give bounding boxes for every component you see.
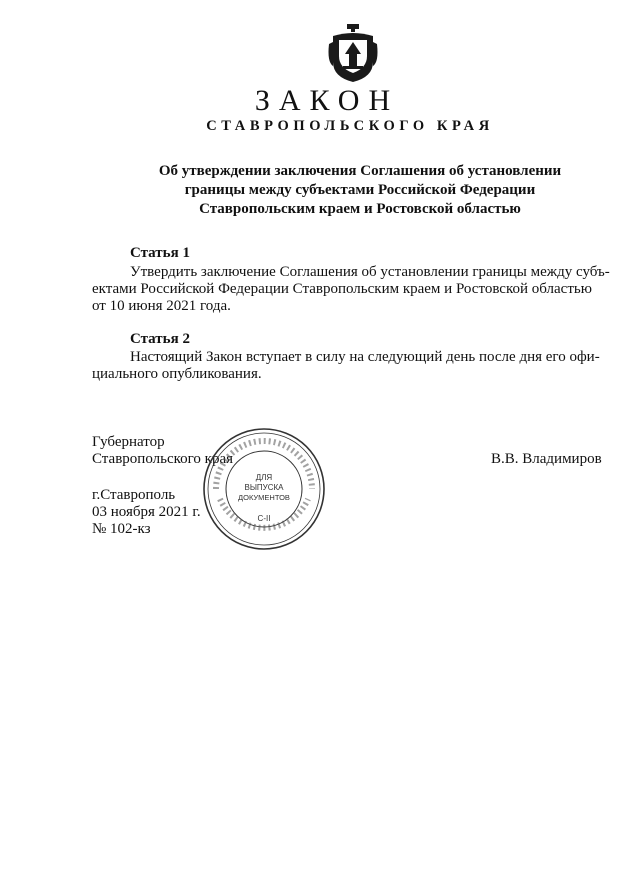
- article-line: ектами Российской Федерации Ставропольским краем и Ростовской областью: [92, 281, 592, 297]
- article-line: Настоящий Закон вступает в силу на следующий день после дня его офи-: [130, 349, 600, 365]
- heading-line: Об утверждении заключения Соглашения об установлении: [158, 163, 562, 179]
- stamp-text: ДОКУМЕНТОВ: [238, 493, 290, 502]
- law-number: № 102-кз: [92, 521, 151, 537]
- stamp-code: С-II: [257, 514, 271, 523]
- heading-line: Ставропольским краем и Ростовской областью: [199, 201, 521, 217]
- region-subtitle: СТАВРОПОЛЬСКОГО КРАЯ: [206, 118, 494, 134]
- document-type-title: ЗАКОН: [254, 84, 400, 117]
- issue-city: г.Ставрополь: [92, 487, 176, 503]
- article-2-title: Статья 2: [130, 331, 190, 347]
- issue-date: 03 ноября 2021 г.: [92, 504, 201, 520]
- coat-of-arms-icon: [327, 22, 379, 84]
- article-line: Утвердить заключение Соглашения об установлении границы между субъ-: [130, 264, 610, 280]
- signatory-name: В.В. Владимиров: [491, 451, 602, 467]
- issue-details: [92, 487, 201, 538]
- article-2-body: [92, 349, 600, 383]
- position-line: Губернатор: [92, 434, 165, 450]
- heading-line: границы между субъектами Российской Федерации: [184, 182, 536, 198]
- document-heading: [130, 162, 590, 219]
- stamp-text: ДЛЯ: [255, 473, 273, 482]
- article-1-title: Статья 1: [130, 245, 190, 261]
- stamp-text: ВЫПУСКА: [244, 483, 284, 492]
- article-line: от 10 июня 2021 года.: [92, 298, 231, 314]
- article-line: циального опубликования.: [92, 366, 262, 382]
- article-1-body: [92, 264, 610, 315]
- position-line: Ставропольского края: [92, 451, 233, 467]
- official-stamp: [200, 425, 328, 553]
